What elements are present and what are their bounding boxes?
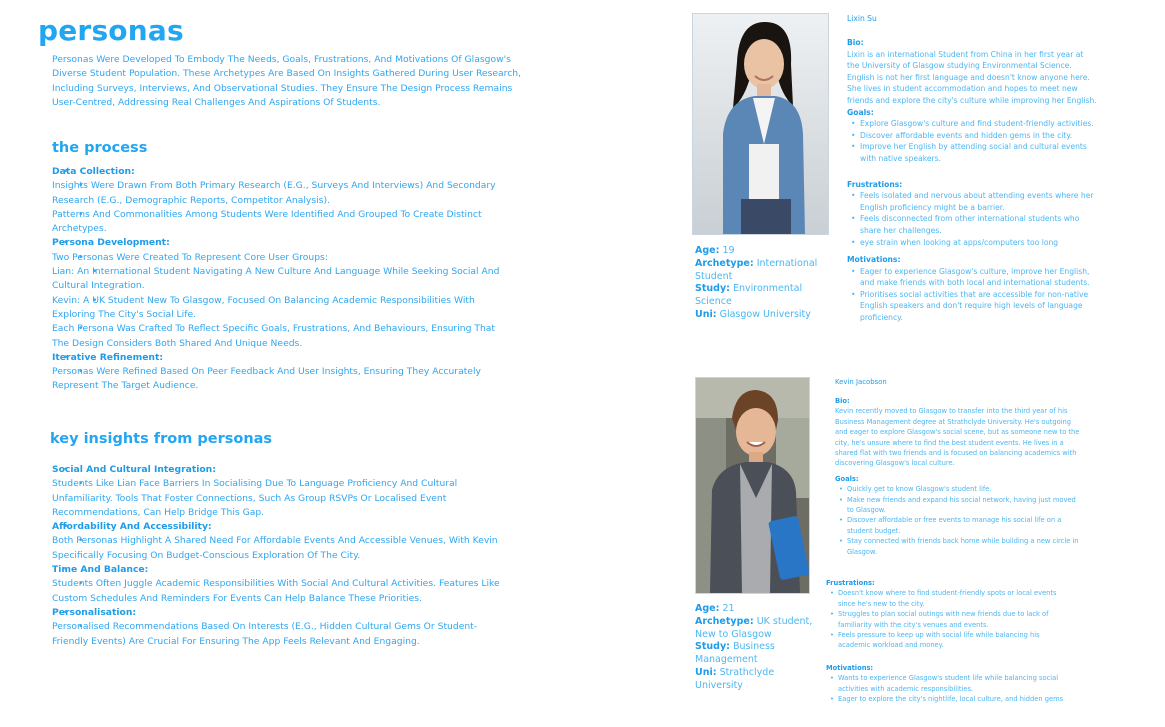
lixin-meta: Age: 19 Archetype: International Student Study: Environmental Science Uni: Glasgow University bbox=[695, 245, 818, 320]
list-item: • Stay connected with friends back home while building a new circle in Glasgow. bbox=[835, 536, 1080, 557]
list-item: • eye strain when looking at apps/computers too long bbox=[847, 237, 1097, 249]
list-item: • Students Often Juggle Academic Responsibilities With Social And Cultural Activities. Features Like Custom Schedules And Reminders For Events Can Help Balance These Priorities. bbox=[52, 577, 512, 606]
kevin-study: Business Management bbox=[695, 641, 775, 666]
list-item: • Personalised Recommendations Based On Interests (E.G., Hidden Cultural Gems Or Student-Friendly Events) Are Crucial For Ensuring The App Feels Relevant And Engaging. bbox=[52, 620, 512, 649]
list-item: • Each Persona Was Crafted To Reflect Specific Goals, Frustrations, And Behaviours, Ensuring That The Design Considers Both Shared And Unique Needs. bbox=[52, 322, 512, 351]
insights-list bbox=[52, 463, 512, 649]
list-item: • Students Like Lian Face Barriers In Socialising Due To Language Proficiency And Cultural Unfamiliarity. Tools That Foster Connections, Such As Group RSVPs Or Localised Event Recommendations, Can Help Bridge This Gap. bbox=[52, 477, 512, 520]
list-item: • Eager to explore the city's nightlife, local culture, and hidden gems bbox=[826, 694, 1071, 704]
goals-label: Goals: bbox=[835, 474, 859, 483]
list-item: • Feels isolated and nervous about attending events where her English proficiency might be a barrier. bbox=[847, 190, 1097, 213]
lixin-motivations bbox=[847, 266, 1097, 324]
kevin-archetype: UK student, New to Glasgow bbox=[695, 615, 813, 640]
lixin-study: Environmental Science bbox=[695, 283, 803, 308]
process-list bbox=[52, 165, 512, 394]
kevin-frustrations bbox=[826, 588, 1071, 650]
list-item: • Insights Were Drawn From Both Primary Research (E.G., Surveys And Interviews) And Secondary Research (E.G., Demographic Reports, Competitor Analysis). bbox=[52, 179, 512, 208]
lixin-bio: Lixin is an international Student from China in her first year at the University of Glasgow studying Environmental Science. English is not her first language and doesn't know anyone here. She lives in student accommodation and hopes to meet new friends and explore the city's culture while improving her English. bbox=[847, 49, 1097, 105]
list-item: • Wants to experience Glasgow's student life while balancing social activities with academic responsibilities. bbox=[826, 673, 1071, 694]
list-item: • Feels pressure to keep up with social life while balancing his academic workload and money. bbox=[826, 630, 1071, 651]
lixin-details bbox=[847, 37, 1097, 324]
list-item: • Explore Glasgow's culture and find student-friendly activities. bbox=[847, 118, 1097, 130]
insight-heading: • Time And Balance: bbox=[52, 563, 512, 577]
lixin-frustrations bbox=[847, 190, 1097, 248]
kevin-motivations bbox=[826, 673, 1071, 704]
list-item: • Prioritises social activities that are accessible for non-native English speakers and don't require high levels of language proficiency. bbox=[847, 289, 1097, 324]
list-item: • Patterns And Commonalities Among Students Were Identified And Grouped To Create Distinct Archetypes. bbox=[52, 208, 512, 237]
lixin-photo bbox=[692, 13, 829, 235]
insight-heading: • Social And Cultural Integration: bbox=[52, 463, 512, 477]
list-item: • Lian: An International Student Navigating A New Culture And Language While Seeking Social And Cultural Integration. bbox=[52, 265, 512, 294]
lixin-goals bbox=[847, 118, 1097, 164]
kevin-bio: Kevin recently moved to Glasgow to transfer into the third year of his Business Management degree at Strathclyde University. He's outgoing and eager to explore Glasgow's social scene, but as someone new to the city, he's unsure where to find the best student events. He lives in a shared flat with two friends and is focused on balancing academics with discovering Glasgow's local culture. bbox=[835, 407, 1080, 468]
lixin-archetype: International Student bbox=[695, 257, 818, 282]
bio-label: Bio: bbox=[835, 397, 850, 405]
list-item: • Struggles to plan social outings with new friends due to lack of familiarity with the city's venues and events. bbox=[826, 609, 1071, 630]
process-heading: the process bbox=[52, 140, 148, 156]
page-title: personas bbox=[38, 14, 184, 47]
frustrations-label: Frustrations: bbox=[826, 579, 875, 587]
process-item-iterative bbox=[52, 351, 512, 365]
list-item: • Discover affordable events and hidden gems in the city. bbox=[847, 130, 1097, 142]
frustrations-label: Frustrations: bbox=[847, 179, 903, 189]
list-item: • Personas Were Refined Based On Peer Feedback And User Insights, Ensuring They Accurately Represent The Target Audience. bbox=[52, 365, 512, 394]
lixin-name: Lixin Su bbox=[847, 14, 877, 23]
list-item: • Improve her English by attending social and cultural events with native speakers. bbox=[847, 141, 1097, 164]
list-item: • Two Personas Were Created To Represent Core User Groups: bbox=[52, 251, 512, 265]
insight-heading: • Affordability And Accessibility: bbox=[52, 520, 512, 534]
insights-heading: key insights from personas bbox=[50, 431, 273, 447]
process-item-data-collection bbox=[52, 165, 512, 179]
list-item: • Both Personas Highlight A Shared Need For Affordable Events And Accessible Venues, With Kevin Specifically Focusing On Budget-Conscious Exploration Of The City. bbox=[52, 534, 512, 563]
kevin-goals bbox=[835, 484, 1080, 557]
kevin-uni: Strathclyde University bbox=[695, 666, 775, 691]
motivations-label: Motivations: bbox=[847, 255, 901, 265]
lixin-age: 19 bbox=[722, 245, 735, 256]
person-photo-icon bbox=[696, 378, 809, 593]
list-item: • Feels disconnected from other international students who share her challenges. bbox=[847, 213, 1097, 236]
persona-development-heading: Persona Development: bbox=[52, 237, 170, 249]
kevin-name: Kevin Jacobson bbox=[835, 378, 887, 386]
lixin-uni: Glasgow University bbox=[719, 308, 811, 320]
kevin-age: 21 bbox=[722, 603, 735, 614]
kevin-lists bbox=[826, 578, 1071, 704]
list-item: • Make new friends and expand his social network, having just moved to Glasgow. bbox=[835, 495, 1080, 516]
intro-paragraph: Personas Were Developed To Embody The Needs, Goals, Frustrations, And Motivations Of Glasgow's Diverse Student Population. These Archetypes Are Based On Insights Gathered During User Research, Including Surveys, Interviews, And Observational Studies. They Ensure The Design Process Remains User-Centred, Addressing Real Challenges And Aspirations Of Students. bbox=[52, 54, 522, 108]
list-item: • Eager to experience Glasgow's culture, improve her English, and make friends with both local and international students. bbox=[847, 266, 1097, 289]
list-item: • Kevin: A UK Student New To Glasgow, Focused On Balancing Academic Responsibilities With Exploring The City's Social Life. bbox=[52, 294, 512, 323]
data-collection-heading: Data Collection: bbox=[52, 166, 135, 177]
list-item: • Quickly get to know Glasgow's student life. bbox=[835, 484, 1080, 494]
goals-label: Goals: bbox=[847, 107, 874, 117]
person-photo-icon bbox=[693, 14, 828, 234]
process-item-persona-development bbox=[52, 236, 512, 250]
motivations-label: Motivations: bbox=[826, 663, 874, 672]
list-item: • Discover affordable or free events to manage his social life on a student budget. bbox=[835, 515, 1080, 536]
kevin-photo bbox=[695, 377, 810, 594]
insight-heading: • Personalisation: bbox=[52, 606, 512, 620]
bio-label: Bio: bbox=[847, 38, 864, 47]
kevin-bio-block bbox=[835, 396, 1080, 557]
iterative-heading: Iterative Refinement: bbox=[52, 351, 164, 363]
list-item: • Doesn't know where to find student-friendly spots or local events since he's new to the city. bbox=[826, 588, 1071, 609]
kevin-meta: Age: 21 Archetype: UK student, New to Glasgow Study: Business Management Uni: Strathclyde University bbox=[695, 603, 813, 691]
